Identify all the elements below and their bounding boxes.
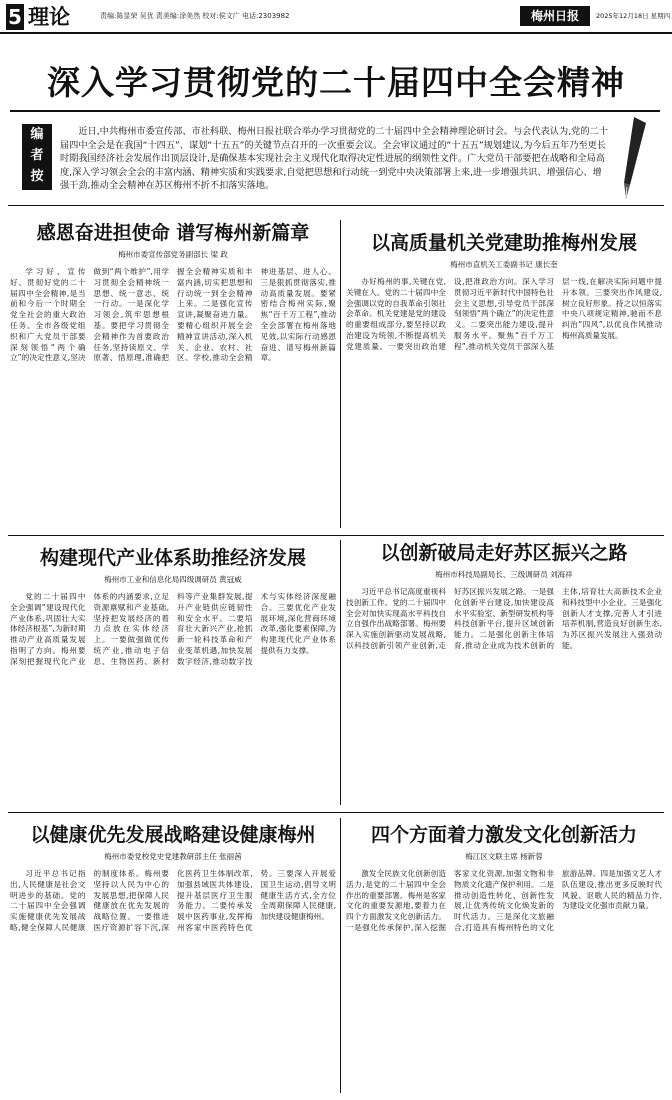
article-body: 习近平总书记指出,人民健康是社会文明进步的基础。党的二十届四中全会强调实施健康优先发展战略,健全保障人民健康的制度体系。梅州要坚持以人民为中心的发展思想,把保障人民健康放在优先发展的战略位置。一要推进医疗资源扩容下沉,深化医药卫生体制改革,加强县域医共体建设,提升基层医疗卫生服务能力。二要传承发展中医药事业,发挥梅州客家中医药特色优势。三要深入开展爱国卫生运动,倡导文明健康生活方式,全方位全周期保障人民健康,加快建设健康梅州。 xyxy=(10,869,336,932)
article-6 xyxy=(346,822,662,1092)
article-title: 以高质量机关党建助推梅州发展 xyxy=(370,232,637,254)
column-divider xyxy=(340,540,341,805)
article-byline: 梅州市委党校党史党建教研部主任 张丽茜 xyxy=(104,852,242,861)
page-header xyxy=(0,0,672,34)
article-3 xyxy=(10,545,336,803)
section-divider xyxy=(8,535,664,536)
editor-note-label: 编 者 按 xyxy=(22,124,52,190)
fountain-pen-icon xyxy=(612,115,652,205)
article-byline: 梅州市科技局副局长、三级调研员 刘海祥 xyxy=(435,570,573,579)
article-body: 党的二十届四中全会强调“建设现代化产业体系,巩固壮大实体经济根基”,为新时期推动产业高质量发展指明了方向。梅州要深刻把握现代化产业体系的内涵要求,立足资源禀赋和产业基础,坚持把发展经济的着力点放在实体经济上。一要做强做优传统产业,推动电子信息、生物医药、新材料等产业集群发展,提升产业链供应链韧性和安全水平。二要培育壮大新兴产业,抢抓新一轮科技革命和产业变革机遇,加快发展数字经济,推动数字技术与实体经济深度融合。三要优化产业发展环境,深化营商环境改革,强化要素保障,为构建现代化产业体系提供有力支撑。 xyxy=(10,592,336,666)
article-5 xyxy=(10,822,336,1092)
article-title: 以健康优先发展战略建设健康梅州 xyxy=(30,824,316,846)
article-byline: 梅州市直机关工委副书记 康长奎 xyxy=(450,260,558,269)
column-divider xyxy=(340,818,341,1093)
newspaper-logo: 梅州日报 xyxy=(520,6,590,26)
article-4 xyxy=(346,540,662,803)
page-number: 5 xyxy=(6,4,24,30)
article-body: 激发全民族文化创新创造活力,是党的二十届四中全会作出的重要部署。梅州是客家文化的重要发源地,要着力在四个方面激发文化创新活力。一是强化传承保护,深入挖掘客家文化资源,加强文物和非物质文化遗产保护利用。二是推动创造性转化、创新性发展,让优秀传统文化焕发新的时代活力。三是深化文旅融合,打造具有梅州特色的文化旅游品牌。四是加强文艺人才队伍建设,推出更多反映时代风貌、讴歌人民的精品力作,为建设文化强市贡献力量。 xyxy=(346,869,662,932)
article-2 xyxy=(346,230,662,528)
article-title: 感恩奋进担使命 谱写梅州新篇章 xyxy=(36,222,310,244)
section-title: 理论 xyxy=(28,5,70,29)
column-divider xyxy=(340,220,341,528)
editor-credits: 责编:陈显荣 吴优 责美编:涂美然 校对:侯文广 电话:2303982 xyxy=(100,12,290,20)
issue-date: 2025年12月18日 星期四 xyxy=(596,12,671,20)
article-1 xyxy=(10,220,336,528)
article-byline: 梅州市委宣传部党务副部长 梁 政 xyxy=(118,250,228,259)
section-divider xyxy=(8,812,664,813)
article-byline: 梅州市工业和信息化局四级调研员 黄冠威 xyxy=(104,575,242,584)
article-title: 构建现代产业体系助推经济发展 xyxy=(39,547,306,569)
page-headline: 深入学习贯彻党的二十届四中全会精神 xyxy=(47,63,625,102)
article-body: 办好梅州的事,关键在党,关键在人。党的二十届四中全会强调以党的自我革命引领社会革命。机关党建是党的建设的重要组成部分,要坚持以政治建设为统领,不断提高机关党建质量。一要突出政治建设,把准政治方向。深入学习贯彻习近平新时代中国特色社会主义思想,引导党员干部深刻领悟“两个确立”的决定性意义。二要突出能力建设,提升服务水平。聚焦“百千万工程”,推动机关党员干部深入基层一线,在解决实际问题中提升本领。三要突出作风建设,树立良好形象。持之以恒落实中央八项规定精神,驰而不息纠治“四风”,以优良作风推动梅州高质量发展。 xyxy=(346,277,662,351)
editor-note-text: 近日,中共梅州市委宣传部、市社科联、梅州日报社联合举办学习贯彻党的二十届四中全会精神理论研讨会。与会代表认为,党的二十届四中全会是在我国“十四五”、谋划“十五五”的关键节点召开的一次重要会议。全会审议通过的“十五五”规划建议,为今后五年乃至更长时期我国经济社会发展作出顶层设计,是确保基本实现社会主义现代化取得决定性进展的纲领性文件。广大党员干部要把在战略和全局高度,深入学习领会全会的丰富内涵、精神实质和实践要求,自觉把思想和行动统一到党中央决策部署上来,进一步增强共识、增强信心、增强干劲,推动全会精神在苏区梅州不折不扣落实落地。 xyxy=(60,126,608,191)
article-byline: 梅江区文联主席 杨新蓉 xyxy=(465,852,543,861)
headline-divider xyxy=(10,110,660,112)
article-body: 学习好、宣传好、贯彻好党的二十届四中全会精神,是当前和今后一个时期全党全社会的重大政治任务。全市各级党组织和广大党员干部要深刻领悟“两个确立”的决定性意义,坚决做到“两个维护”,用学习贯彻全会精神统一思想、统一意志、统一行动。一是深化学习领会,筑牢思想根基。要把学习贯彻全会精神作为首要政治任务,坚持读原文、学原著、悟原理,准确把握全会精神实质和丰富内涵,切实把思想和行动统一到全会精神上来。二是强化宣传宣讲,凝聚奋进力量。要精心组织开展全会精神宣讲活动,深入机关、企业、农村、社区、学校,推动全会精神进基层、进人心。三是狠抓贯彻落实,推动高质量发展。要紧密结合梅州实际,聚焦“百千万工程”,推动全会部署在梅州落地见效,以实际行动感恩奋进、谱写梅州新篇章。 xyxy=(10,267,336,363)
section-divider xyxy=(8,205,664,206)
article-body: 习近平总书记高度重视科技创新工作。党的二十届四中全会对加快实现高水平科技自立自强作出战略部署。梅州要深入实施创新驱动发展战略,以科技创新引领产业创新,走好苏区振兴发展之路。一是强化创新平台建设,加快建设高水平实验室、新型研发机构等科技创新平台,提升区域创新能力。二是强化创新主体培育,推动企业成为技术创新的主体,培育壮大高新技术企业和科技型中小企业。三是强化创新人才支撑,完善人才引进培养机制,营造良好创新生态,为苏区振兴发展注入强劲动能。 xyxy=(346,587,662,650)
article-title: 以创新破局走好苏区振兴之路 xyxy=(380,542,628,564)
article-title: 四个方面着力激发文化创新活力 xyxy=(370,824,637,846)
